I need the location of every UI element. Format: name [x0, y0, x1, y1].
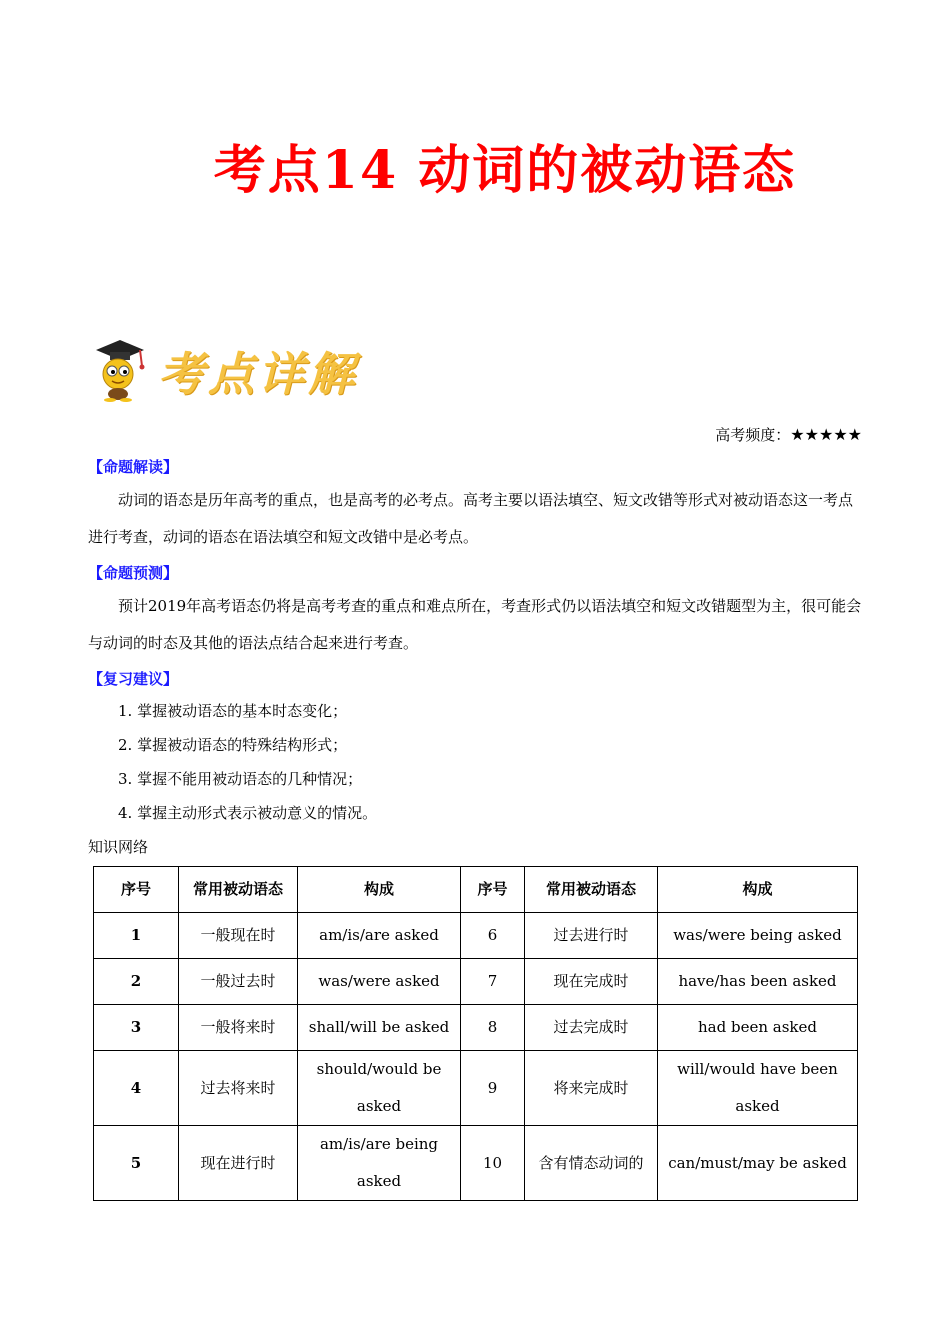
frequency-label: 高考频度：: [715, 426, 791, 444]
table-row: [94, 1051, 858, 1126]
advice-heading: 【复习建议】: [88, 670, 179, 688]
table-cell: 5: [94, 1126, 179, 1201]
prediction-heading: 【命题预测】: [88, 564, 179, 582]
table-cell: 现在进行时: [179, 1126, 298, 1201]
exam-frequency: [715, 424, 862, 445]
prediction-paragraph: 预计2019年高考语态仍将是高考考查的重点和难点所在，考查形式仍以语法填空和短文改错题型为主，很可能会与动词的时态及其他的语法点结合起来进行考查。: [88, 597, 862, 652]
table-cell: 一般过去时: [179, 959, 298, 1005]
column-header: 序号: [94, 867, 179, 913]
table-row: [94, 913, 858, 959]
table-cell: 将来完成时: [525, 1051, 658, 1126]
table-cell: am/is/are asked: [298, 913, 461, 959]
advice-item: 3. 掌握不能用被动语态的几种情况；: [118, 770, 363, 788]
table-cell: 3: [94, 1005, 179, 1051]
column-header: 序号: [461, 867, 525, 913]
table-cell: should/would be asked: [298, 1051, 461, 1126]
table-cell: 一般现在时: [179, 913, 298, 959]
knowledge-network-label: 知识网络: [88, 838, 149, 856]
reading-heading: 【命题解读】: [88, 458, 179, 476]
table-cell: am/is/are being asked: [298, 1126, 461, 1201]
table-cell: 9: [461, 1051, 525, 1126]
table-cell: 过去将来时: [179, 1051, 298, 1126]
section-banner: [90, 336, 358, 406]
content-body: [88, 452, 864, 864]
advice-item: 2. 掌握被动语态的特殊结构形式；: [118, 736, 348, 754]
table-cell: was/were asked: [298, 959, 461, 1005]
advice-item: 4. 掌握主动形式表示被动意义的情况。: [118, 804, 378, 822]
table-cell: 7: [461, 959, 525, 1005]
column-header: 构成: [298, 867, 461, 913]
table-cell: 8: [461, 1005, 525, 1051]
table-cell: 1: [94, 913, 179, 959]
frequency-stars: ★★★★★: [790, 425, 862, 444]
table-cell: 10: [461, 1126, 525, 1201]
column-header: 构成: [658, 867, 858, 913]
table-cell: 2: [94, 959, 179, 1005]
table-header-row: [94, 867, 858, 913]
section-banner-title: 考点详解: [158, 347, 358, 401]
table-cell: can/must/may be asked: [658, 1126, 858, 1201]
table-cell: have/has been asked: [658, 959, 858, 1005]
table-cell: 过去进行时: [525, 913, 658, 959]
column-header: 常用被动语态: [179, 867, 298, 913]
graduate-mascot-icon: [90, 336, 148, 406]
table-cell: was/were being asked: [658, 913, 858, 959]
table-cell: shall/will be asked: [298, 1005, 461, 1051]
column-header: 常用被动语态: [525, 867, 658, 913]
table-cell: 含有情态动词的: [525, 1126, 658, 1201]
page-title: 考点14 动词的被动语态: [213, 140, 797, 201]
table-cell: had been asked: [658, 1005, 858, 1051]
table-cell: 6: [461, 913, 525, 959]
table-cell: 4: [94, 1051, 179, 1126]
table-cell: 现在完成时: [525, 959, 658, 1005]
advice-item: 1. 掌握被动语态的基本时态变化；: [118, 702, 348, 720]
table-cell: 过去完成时: [525, 1005, 658, 1051]
passive-voice-table: [93, 866, 858, 1201]
table-cell: 一般将来时: [179, 1005, 298, 1051]
table-row: [94, 959, 858, 1005]
table-row: [94, 1005, 858, 1051]
reading-paragraph: 动词的语态是历年高考的重点，也是高考的必考点。高考主要以语法填空、短文改错等形式对被动语态这一考点进行考查，动词的语态在语法填空和短文改错中是必考点。: [88, 491, 854, 546]
table-cell: will/would have been asked: [658, 1051, 858, 1126]
table-row: [94, 1126, 858, 1201]
